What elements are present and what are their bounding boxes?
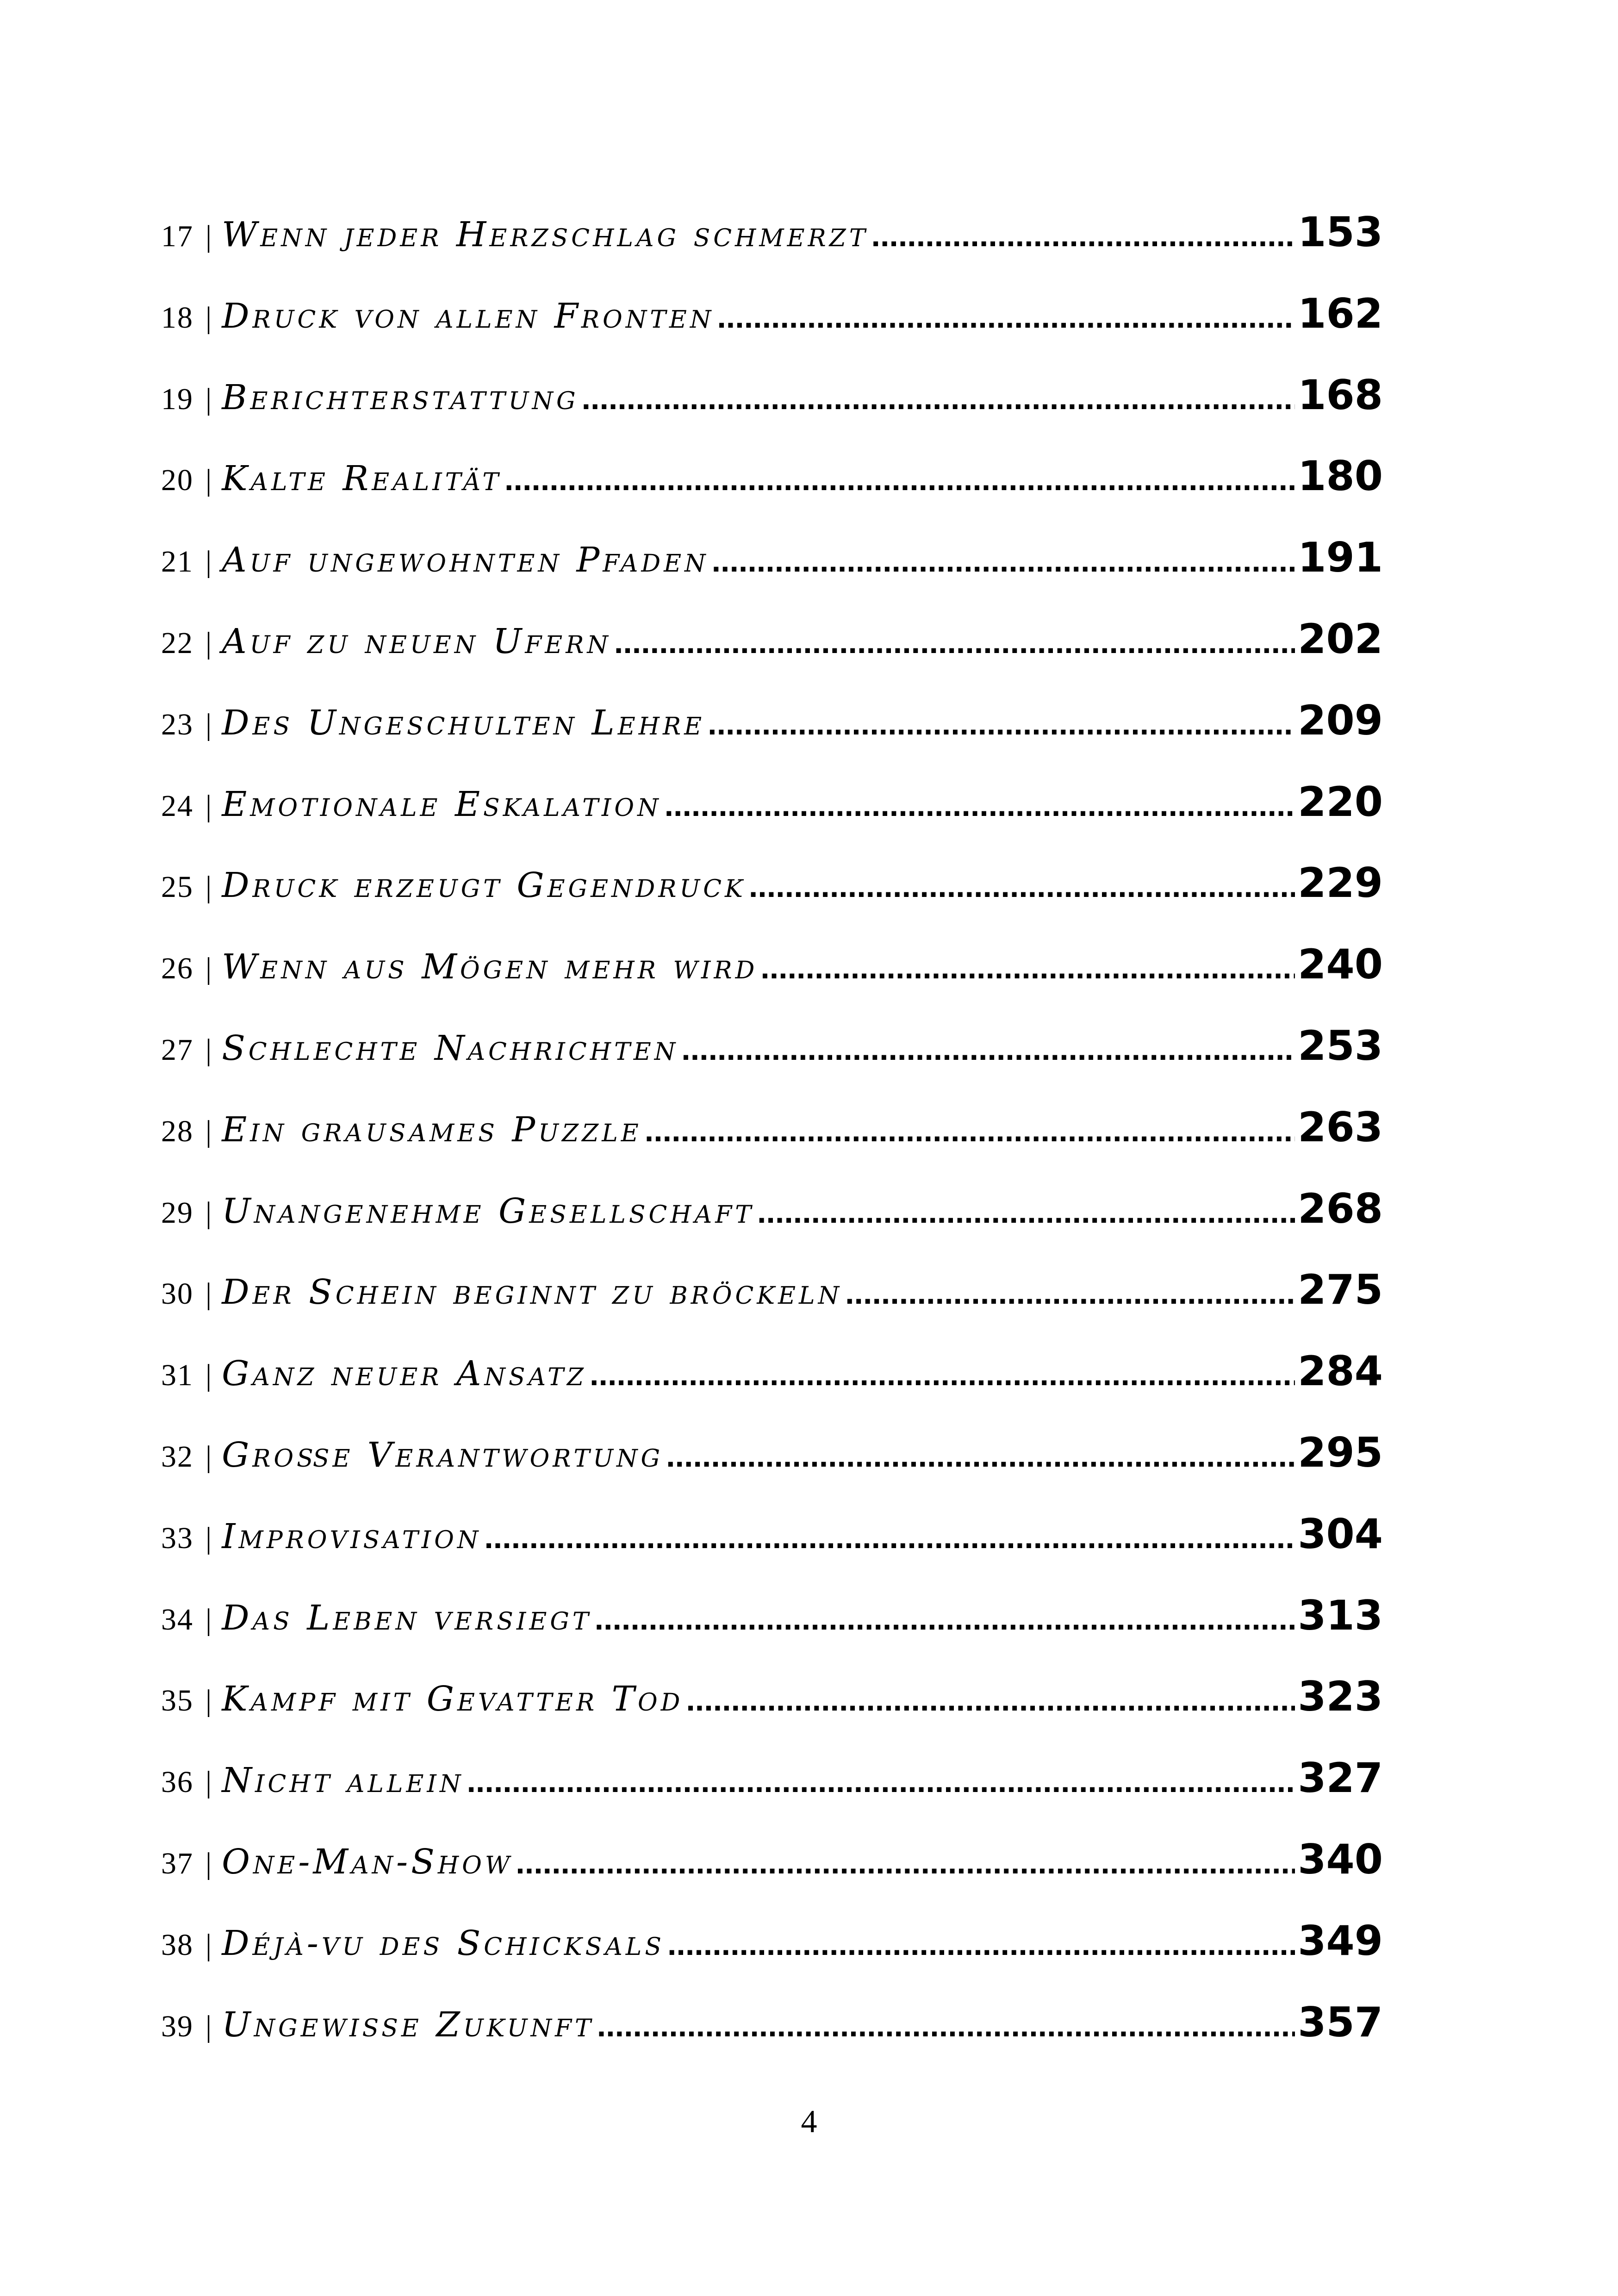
separator: |: [205, 219, 212, 253]
chapter-number: 23: [161, 707, 193, 741]
chapter-number: 30: [161, 1277, 193, 1311]
dot-leader: [590, 1356, 1295, 1393]
toc-entry[interactable]: [161, 1347, 1383, 1429]
chapter-number: 29: [161, 1195, 193, 1230]
dot-leader: [595, 1600, 1295, 1637]
separator: |: [205, 707, 212, 741]
dot-leader: [712, 542, 1295, 579]
chapter-page: 284: [1298, 1347, 1383, 1395]
separator: |: [205, 1684, 212, 1718]
separator: |: [205, 1033, 212, 1067]
toc-entry[interactable]: [161, 1266, 1383, 1347]
chapter-page: 168: [1298, 371, 1383, 419]
toc-entry[interactable]: [161, 1673, 1383, 1754]
chapter-number: 35: [161, 1684, 193, 1718]
chapter-number: 38: [161, 1928, 193, 1962]
chapter-title: Nicht allein: [222, 1761, 464, 1801]
chapter-title: Auf ungewohnten Pfaden: [222, 540, 709, 580]
dot-leader: [686, 1681, 1295, 1718]
chapter-title: Berichterstattung: [222, 377, 579, 417]
chapter-title: Ganz neuer Ansatz: [222, 1354, 587, 1394]
toc-entry[interactable]: [161, 1754, 1383, 1836]
chapter-page: 323: [1298, 1673, 1383, 1721]
chapter-page: 153: [1298, 208, 1383, 256]
chapter-title: Auf zu neuen Ufern: [222, 621, 611, 661]
chapter-page: 253: [1298, 1021, 1383, 1070]
separator: |: [205, 382, 212, 416]
chapter-title: Ungewisse Zukunft: [222, 2004, 594, 2045]
chapter-page: 268: [1298, 1184, 1383, 1232]
chapter-page: 191: [1298, 534, 1383, 582]
chapter-number: 25: [161, 870, 193, 904]
chapter-number: 22: [161, 626, 193, 660]
chapter-title: Schlechte Nachrichten: [222, 1028, 679, 1068]
chapter-page: 220: [1298, 778, 1383, 826]
toc-entry[interactable]: [161, 940, 1383, 1022]
chapter-title: Déjà-vu des Schicksals: [222, 1923, 665, 1963]
dot-leader: [871, 217, 1295, 254]
separator: |: [205, 1195, 212, 1230]
toc-entry[interactable]: [161, 697, 1383, 778]
toc-entry[interactable]: [161, 859, 1383, 940]
chapter-page: 180: [1298, 452, 1383, 500]
chapter-page: 357: [1298, 1998, 1383, 2046]
dot-leader: [597, 2007, 1295, 2044]
separator: |: [205, 1521, 212, 1555]
chapter-page: 162: [1298, 289, 1383, 337]
separator: |: [205, 870, 212, 904]
separator: |: [205, 626, 212, 660]
toc-entry[interactable]: [161, 778, 1383, 859]
chapter-page: 295: [1298, 1428, 1383, 1476]
separator: |: [205, 1846, 212, 1880]
chapter-number: 27: [161, 1033, 193, 1067]
separator: |: [205, 1928, 212, 1962]
chapter-title: Wenn aus Mögen mehr wird: [222, 947, 758, 987]
chapter-title: Emotionale Eskalation: [222, 784, 662, 824]
chapter-title: One-Man-Show: [222, 1842, 513, 1882]
separator: |: [205, 952, 212, 986]
toc-entry[interactable]: [161, 1185, 1383, 1266]
chapter-page: 229: [1298, 859, 1383, 907]
chapter-number: 36: [161, 1765, 193, 1799]
separator: |: [205, 1114, 212, 1148]
separator: |: [205, 1602, 212, 1636]
dot-leader: [582, 380, 1295, 417]
chapter-number: 31: [161, 1358, 193, 1393]
chapter-title: Des Ungeschulten Lehre: [222, 703, 705, 743]
chapter-title: Große Verantwortung: [222, 1435, 664, 1475]
chapter-title: Unangenehme Gesellschaft: [222, 1191, 754, 1231]
chapter-page: 202: [1298, 615, 1383, 663]
toc-entry[interactable]: [161, 208, 1383, 290]
dot-leader: [708, 705, 1295, 742]
chapter-title: Der Schein beginnt zu bröckeln: [222, 1272, 843, 1313]
toc-entry[interactable]: [161, 1917, 1383, 1998]
toc-entry[interactable]: [161, 452, 1383, 534]
chapter-title: Druck erzeugt Gegendruck: [222, 865, 746, 906]
separator: |: [205, 1765, 212, 1799]
separator: |: [205, 1358, 212, 1393]
chapter-page: 327: [1298, 1754, 1383, 1802]
dot-leader: [484, 1518, 1295, 1556]
dot-leader: [717, 298, 1295, 335]
toc-entry[interactable]: [161, 1592, 1383, 1673]
chapter-number: 28: [161, 1114, 193, 1148]
chapter-page: 349: [1298, 1916, 1383, 1965]
dot-leader: [614, 623, 1295, 660]
dot-leader: [645, 1112, 1295, 1149]
dot-leader: [760, 949, 1295, 986]
chapter-title: Kampf mit Gevatter Tod: [222, 1679, 684, 1719]
chapter-number: 39: [161, 2009, 193, 2043]
dot-leader: [667, 1925, 1295, 1962]
chapter-page: 240: [1298, 940, 1383, 989]
page-number: 4: [801, 2104, 817, 2140]
chapter-number: 20: [161, 463, 193, 498]
chapter-number: 26: [161, 952, 193, 986]
chapter-number: 17: [161, 219, 193, 253]
chapter-title: Kalte Realität: [222, 459, 502, 499]
toc-entry[interactable]: [161, 290, 1383, 371]
chapter-number: 34: [161, 1602, 193, 1636]
chapter-page: 209: [1298, 696, 1383, 744]
toc-entry[interactable]: [161, 1998, 1383, 2080]
toc-entry[interactable]: [161, 1103, 1383, 1185]
dot-leader: [757, 1193, 1295, 1230]
toc-entry[interactable]: [161, 615, 1383, 697]
dot-leader: [504, 460, 1295, 498]
dot-leader: [666, 1437, 1295, 1474]
chapter-title: Das Leben versiegt: [222, 1598, 592, 1638]
dot-leader: [467, 1762, 1295, 1799]
separator: |: [205, 2009, 212, 2043]
chapter-number: 19: [161, 382, 193, 416]
chapter-number: 21: [161, 545, 193, 579]
chapter-number: 18: [161, 300, 193, 335]
toc-entry[interactable]: [161, 1836, 1383, 1917]
dot-leader: [749, 867, 1295, 904]
toc-entry[interactable]: [161, 534, 1383, 615]
table-of-contents: [161, 208, 1383, 2079]
chapter-page: 340: [1298, 1835, 1383, 1883]
separator: |: [205, 1277, 212, 1311]
chapter-page: 304: [1298, 1510, 1383, 1558]
toc-entry[interactable]: [161, 1510, 1383, 1592]
chapter-title: Improvisation: [222, 1516, 482, 1556]
dot-leader: [845, 1274, 1295, 1311]
chapter-title: Druck von allen Fronten: [222, 296, 715, 336]
chapter-page: 263: [1298, 1103, 1383, 1151]
chapter-page: 313: [1298, 1591, 1383, 1639]
separator: |: [205, 463, 212, 498]
chapter-page: 275: [1298, 1266, 1383, 1314]
separator: |: [205, 545, 212, 579]
chapter-title: Wenn jeder Herzschlag schmerzt: [222, 215, 869, 255]
toc-entry[interactable]: [161, 371, 1383, 453]
chapter-number: 24: [161, 789, 193, 823]
separator: |: [205, 300, 212, 335]
toc-entry[interactable]: [161, 1429, 1383, 1510]
toc-entry[interactable]: [161, 1022, 1383, 1103]
dot-leader: [665, 786, 1295, 823]
chapter-title: Ein grausames Puzzle: [222, 1109, 642, 1150]
separator: |: [205, 1439, 212, 1474]
chapter-number: 33: [161, 1521, 193, 1555]
dot-leader: [681, 1030, 1295, 1067]
dot-leader: [516, 1844, 1295, 1881]
chapter-number: 32: [161, 1439, 193, 1474]
chapter-number: 37: [161, 1846, 193, 1880]
separator: |: [205, 789, 212, 823]
